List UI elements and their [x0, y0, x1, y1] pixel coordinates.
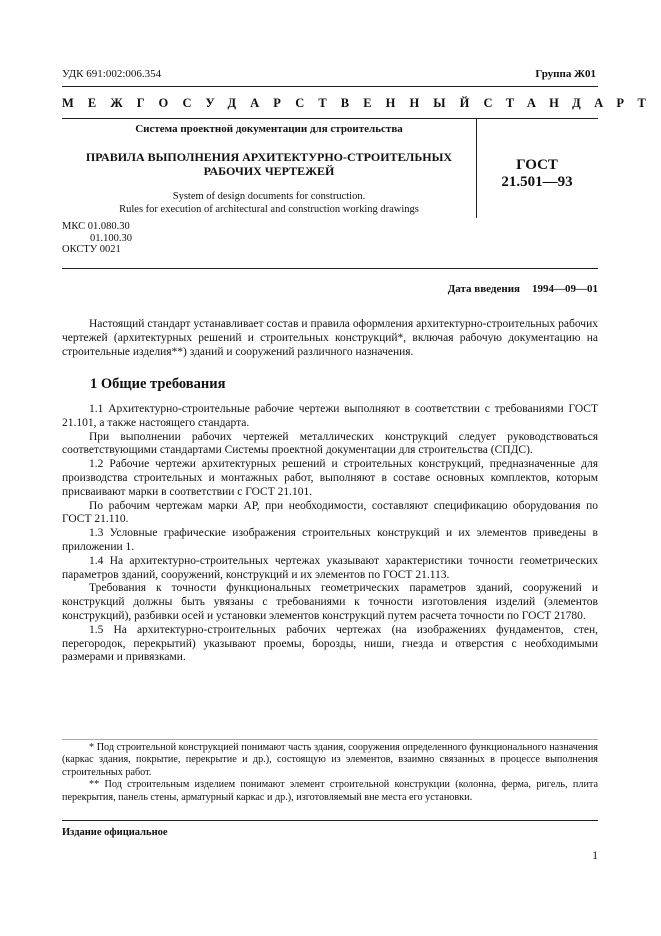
paragraph-1-3: 1.3 Условные графические изображения строительных конструкций и их элементов приведены в приложении 1. [62, 527, 598, 553]
intro-text: Настоящий стандарт устанавливает состав и правила оформления архитектурно-строительных рабочих чертежей (архитектурных решений и строительных конструкций*, включая рабочую документацию на строительные изделия**) зданий и сооружений различного назначения. [62, 318, 598, 358]
footnotes [62, 742, 598, 804]
footer-divider [62, 820, 598, 821]
footnote-1: * Под строительной конструкцией понимают часть здания, сооружения определенного функционального назначения (каркас здания, покрытие, перекрытие и др.), состоящую из элементов, взаимно связанных в процессе выполнения строительных работ. [62, 742, 598, 778]
paragraph-1-1: 1.1 Архитектурно-строительные рабочие чертежи выполняют в соответствии с требованиями ГОСТ 21.101, а также настоящего стандарта. [62, 403, 598, 429]
classification-codes [62, 221, 132, 256]
english-title-line-2: Rules for execution of architectural and construction working drawings [119, 204, 419, 215]
header-divider-top [62, 86, 598, 87]
header-divider-bottom [62, 118, 598, 119]
paragraph-1-2b: По рабочим чертежам марки АР, при необходимости, составляют спецификацию оборудования по ГОСТ 21.110. [62, 499, 598, 526]
english-title [62, 190, 476, 216]
introduction-date-value: 1994—09—01 [532, 283, 598, 295]
paragraph-1-4: 1.4 На архитектурно-строительных чертежах указывают характеристики точности геометрических параметров зданий, сооружений, конструкций и их элементов по ГОСТ 21.113. [62, 554, 598, 581]
gost-label: ГОСТ [516, 157, 558, 173]
title-block-divider [62, 268, 598, 269]
title-line-1: ПРАВИЛА ВЫПОЛНЕНИЯ АРХИТЕКТУРНО-СТРОИТЕЛЬНЫХ [85, 150, 453, 164]
paragraph-1-5: 1.5 На архитектурно-строительных рабочих чертежах (на изображениях фундаментов, стен, перегородок, перекрытий) указывают проемы, борозды, ниши, гнезда и отверстия с необходимыми размерами и привязками. [62, 623, 598, 664]
standard-word-interstate: МЕЖГОСУДАРСТВЕННЫЙ [62, 96, 484, 110]
paragraph-1-2: 1.2 Рабочие чертежи архитектурных решений и строительных конструкций, предназначенные для производства строительных и монтажных работ, выполняют в составе основных комплектов, которым присваивают марки в соответствии с ГОСТ 21.101. [62, 458, 598, 498]
gost-designation [476, 157, 598, 191]
standard-type-line [62, 96, 660, 111]
system-name: Система проектной документации для строительства [135, 123, 403, 135]
english-title-line-1: System of design documents for construction. [172, 191, 366, 202]
gost-number: 21.501—93 [501, 174, 573, 190]
intro-paragraph [62, 318, 598, 359]
footnote-divider [62, 739, 598, 740]
paragraph-1-4b: Требования к точности функциональных геометрических параметров зданий, сооружений и конструкций должны быть увязаны с требованиями к точности изготовления изделий (элементов конструкций), разбивки осей и установки элементов конструкций путем расчета точности по ГОСТ 21780. [62, 582, 598, 622]
okstu-code: ОКСТУ 0021 [62, 244, 121, 255]
document-title [62, 150, 476, 178]
title-line-2: РАБОЧИХ ЧЕРТЕЖЕЙ [203, 164, 335, 178]
group-code: Группа Ж01 [535, 68, 596, 80]
section-body [62, 403, 598, 665]
mks-code-1: МКС 01.080.30 [62, 221, 130, 232]
edition-label: Издание официальное [62, 827, 168, 838]
mks-code-2: 01.100.30 [90, 232, 132, 244]
footnote-2: ** Под строительным изделием понимают элемент строительной конструкции (колонна, ферма, ригель, плита перекрытия, панель стены, арматурный каркас и др.), изготовляемый вне места его установки. [62, 779, 598, 803]
paragraph-1-1b: При выполнении рабочих чертежей металлических конструкций следует руководствоваться соответствующими стандартами Системы проектной документации для строительства (СПДС). [62, 430, 598, 457]
page-number: 1 [592, 850, 598, 862]
introduction-date-label: Дата введения [447, 283, 520, 295]
introduction-date [448, 283, 598, 295]
section-heading: 1 Общие требования [90, 376, 226, 392]
udk-code: УДК 691:002:006.354 [62, 68, 162, 80]
standard-word-standard: СТАНДАРТ [483, 96, 660, 110]
